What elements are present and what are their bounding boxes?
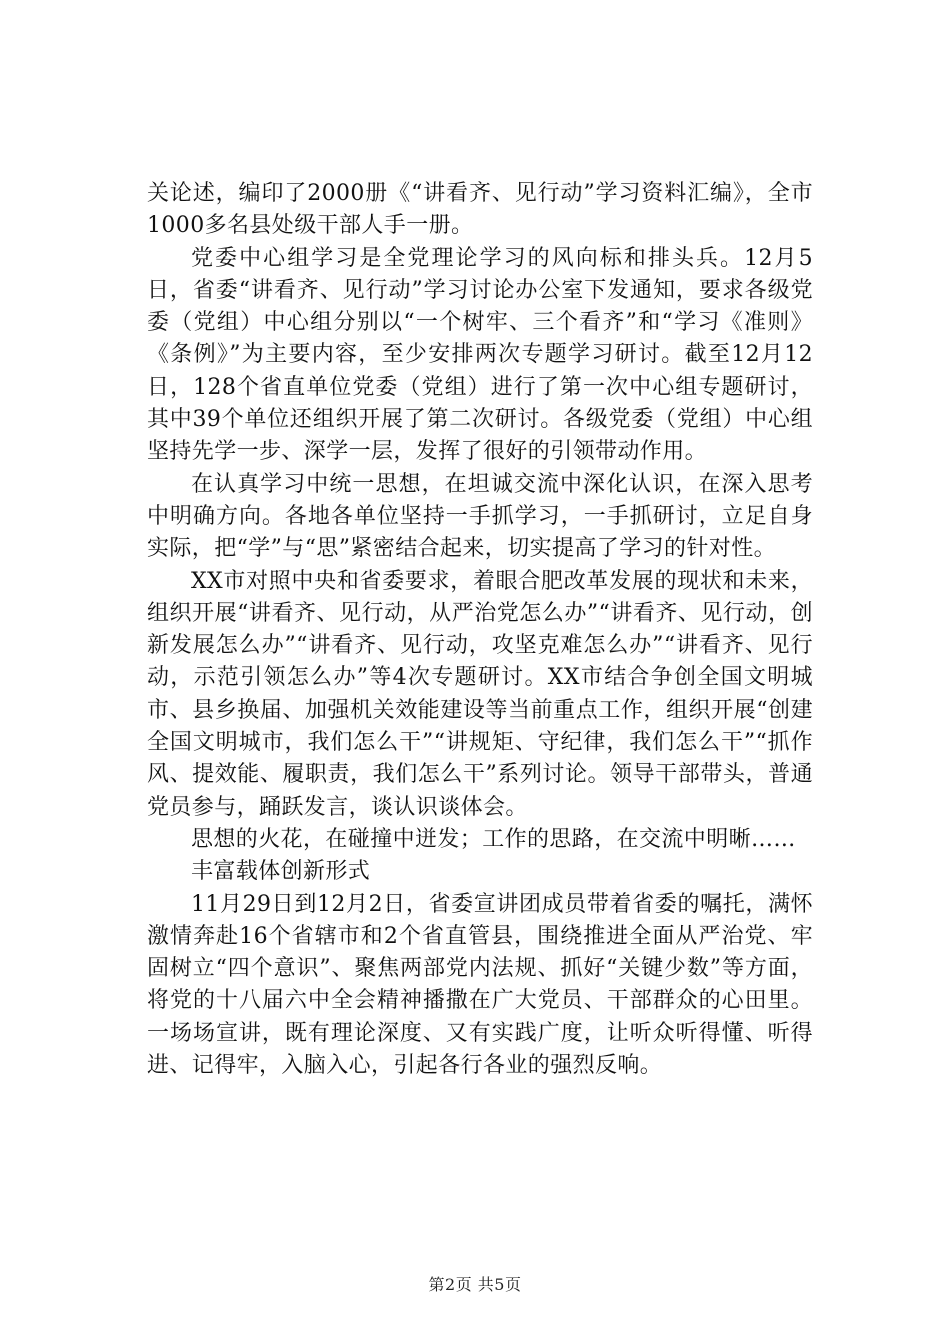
page-number-footer: 第2页 共5页 xyxy=(428,1275,522,1294)
paragraph-sparks-of-thought: 思想的火花，在碰撞中迸发；工作的思路，在交流中明晰…… xyxy=(191,826,796,852)
paragraph-lecture-tour: 11月29日到12月2日，省委宣讲团成员带着省委的嘱托，满怀激情奔赴16个省辖市和2个省直管县，围绕推进全面从严治党、牢固树立“四个意识”、聚焦两部党内法规、抓好“关键少数”等方面，将党的十八届六中全会精神播撒在广大党员、干部群众的心田里。一场场宣讲，既有理论深度、又有实践广度，让听众听得懂、听得进、记得牢，入脑入心，引起各行各业的强烈反响。 xyxy=(147,891,813,1079)
paragraph-central-group-study: 党委中心组学习是全党理论学习的风向标和排头兵。12月5日，省委“讲看齐、见行动”学习讨论办公室下发通知，要求各级党委（党组）中心组分别以“一个树牢、三个看齐”和“学习《准则》《条例》”为主要内容，至少安排两次专题学习研讨。截至12月12日，128个省直单位党委（党组）进行了第一次中心组专题研讨，其中39个单位还组织开展了第二次研讨。各级党委（党组）中心组坚持先学一步、深学一层，发挥了很好的引领带动作用。 xyxy=(147,245,813,465)
section-heading: 丰富载体创新形式 xyxy=(191,859,371,885)
paragraph-unify-thinking: 在认真学习中统一思想，在坦诚交流中深化认识，在深入思考中明确方向。各地各单位坚持一手抓学习，一手抓研讨，立足自身实际，把“学”与“思”紧密结合起来，切实提高了学习的针对性。 xyxy=(147,471,813,562)
paragraph-city-seminars: XX市对照中央和省委要求，着眼合肥改革发展的现状和未来，组织开展“讲看齐、见行动，从严治党怎么办”“讲看齐、见行动，创新发展怎么办”“讲看齐、见行动，攻坚克难怎么办”“讲看齐、见行动，示范引领怎么办”等4次专题研讨。XX市结合争创全国文明城市、县乡换届、加强机关效能建设等当前重点工作，组织开展“创建全国文明城市，我们怎么干”“讲规矩、守纪律，我们怎么干”“抓作风、提效能、履职责，我们怎么干”系列讨论。领导干部带头，普通党员参与，踊跃发言，谈认识谈体会。 xyxy=(147,568,813,820)
document-body xyxy=(147,178,813,1082)
paragraph-continuation: 关论述，编印了2000册《“讲看齐、见行动”学习资料汇编》，全市1000多名县处级干部人手一册。 xyxy=(147,181,813,239)
